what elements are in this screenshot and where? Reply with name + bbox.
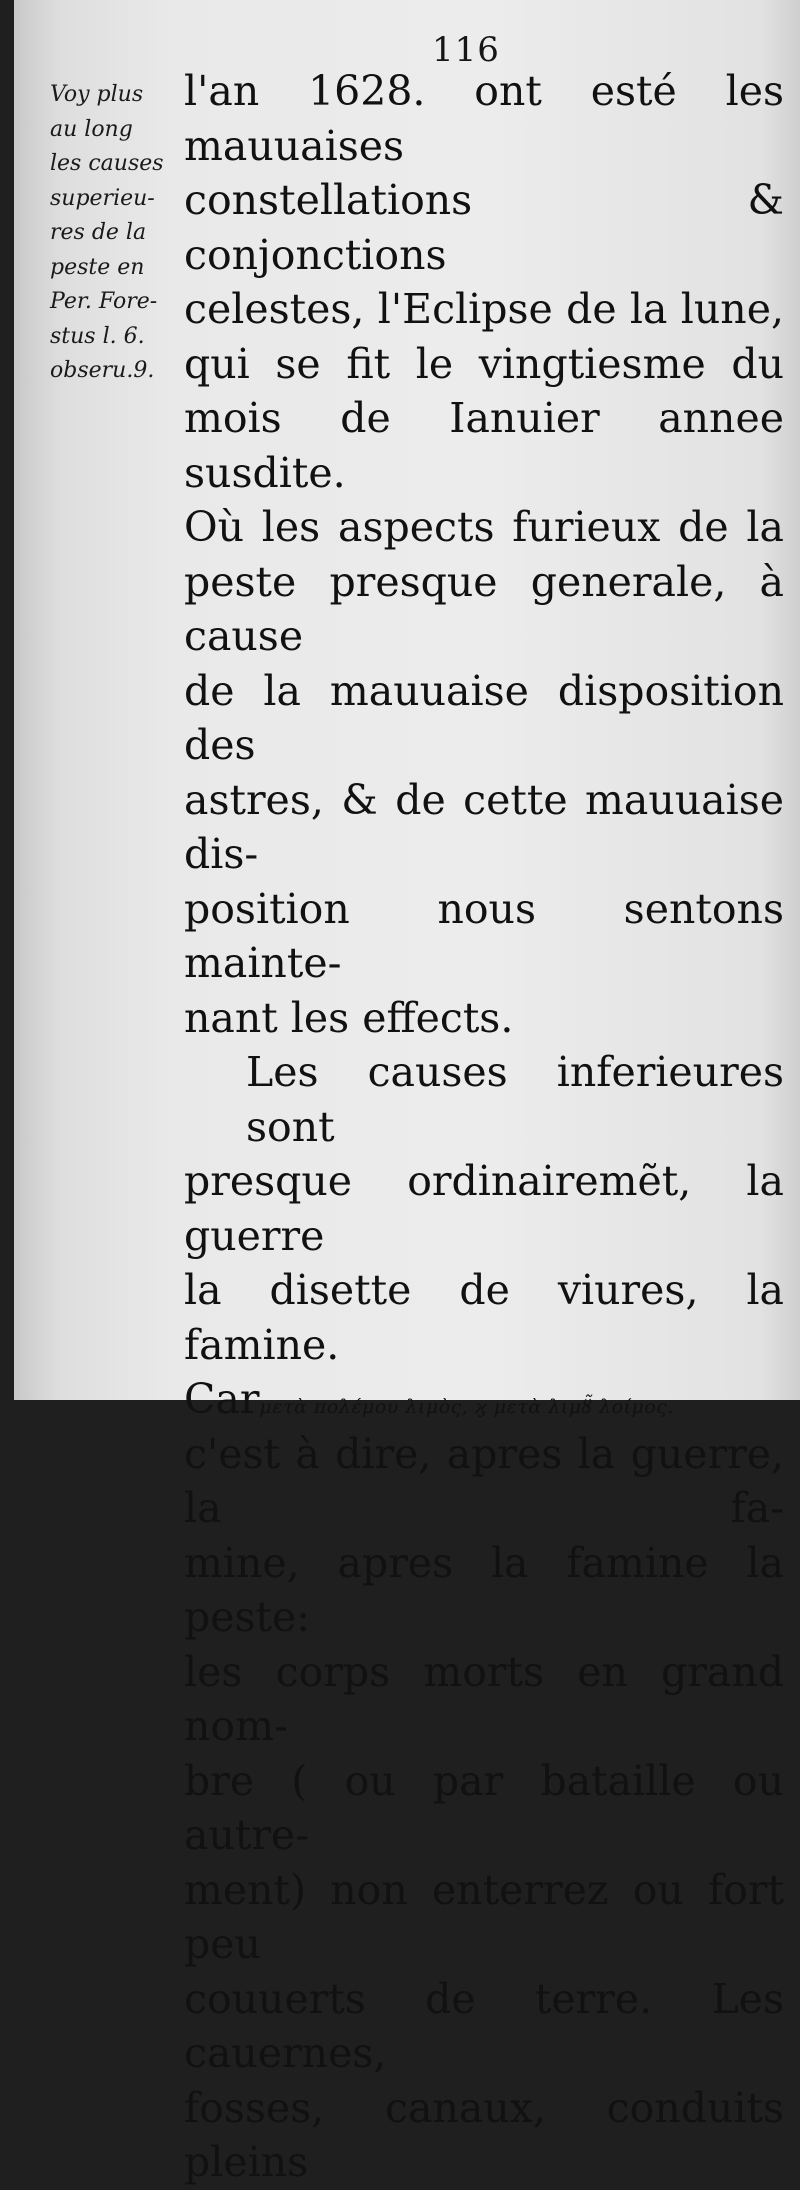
greek-quotation: μετὰ πολέμου λιμὸς, ϗ μετὰ λιμȣ̃ λοίμος. [259, 1396, 674, 1418]
margin-note-line: res de la [50, 220, 147, 245]
text-line: peste presque generale, à cause [184, 557, 784, 660]
text-line: Où les aspects furieux de la [184, 503, 784, 551]
text-line: c'est à dire, apres la guerre, la fa- [184, 1429, 784, 1532]
text-line: constellations & conjonctions [184, 176, 784, 279]
paragraph-start-line: Les causes inferieures sont [246, 1048, 784, 1151]
book-page [14, 0, 800, 2186]
text-line: la disette de viures, la famine. [184, 1266, 784, 1369]
margin-note [50, 78, 185, 389]
margin-note-line: Per. Fore- [50, 289, 158, 314]
text-line: nant les effects. [184, 993, 514, 1042]
margin-note-line: Voy plus [50, 82, 144, 107]
text-line: de la mauuaise disposition des [184, 666, 784, 769]
page-number: 116 [432, 30, 500, 70]
margin-note-line: stus l. 6. [50, 323, 145, 349]
text-line: mine, apres la famine la peste: [184, 1538, 784, 1641]
text-line: couuerts de terre. Les cauernes, [184, 1974, 784, 2077]
text-line: position nous sentons mainte- [184, 884, 784, 987]
margin-note-line: au long [50, 116, 133, 142]
text-line: presque ordinairemẽt, la guerre [184, 1157, 784, 1260]
text-line: qui se fit le vingtiesme du [184, 339, 784, 388]
margin-note-line: obseru.9. [50, 358, 155, 383]
text-line: les corps morts en grand nom- [184, 1647, 784, 1750]
greek-quotation-line [184, 1372, 784, 1427]
text-line: celestes, l'Eclipse de la lune, [184, 285, 784, 333]
text-line: mois de Ianuier annee susdite. [184, 394, 784, 497]
car-word: Car [184, 1375, 260, 1423]
margin-note-line: superieu- [50, 185, 155, 211]
text-line: l'an 1628. ont esté les mauuaises [184, 67, 784, 170]
text-line: bre ( ou par bataille ou autre- [184, 1756, 784, 1859]
body-text [184, 64, 784, 2190]
text-line: ment) non enterrez ou fort peu [184, 1865, 784, 1968]
margin-note-line: peste en [50, 254, 145, 280]
text-line: fosses, canaux, conduits pleins [184, 2083, 784, 2186]
margin-note-line: les causes [50, 151, 164, 176]
text-line: astres, & de cette mauuaise dis- [184, 775, 784, 878]
